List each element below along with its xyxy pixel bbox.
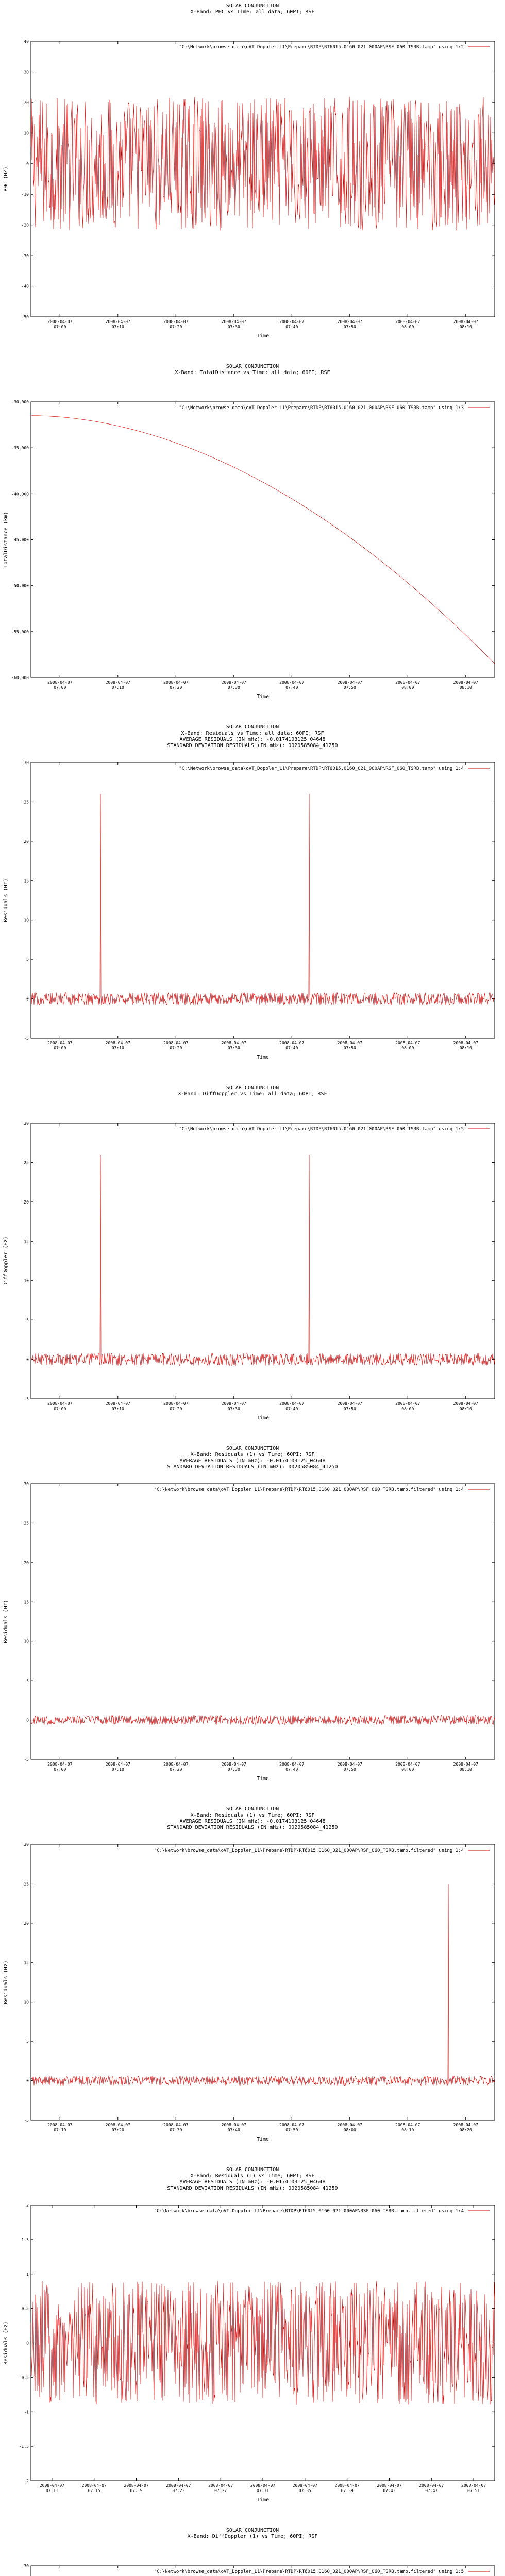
- x-tick-label: 2008-04-07: [395, 2123, 420, 2127]
- x-tick-label: 2008-04-07: [292, 2483, 317, 2488]
- x-tick-label: 07:10: [111, 685, 124, 690]
- y-tick-label: -45,000: [11, 537, 29, 543]
- x-tick-label: 07:50: [285, 2128, 298, 2132]
- x-tick-label: 2008-04-07: [337, 1041, 362, 1045]
- x-tick-label: 2008-04-07: [279, 1762, 305, 1767]
- x-tick-label: 2008-04-07: [395, 319, 420, 324]
- x-tick-label: 07:15: [88, 2488, 100, 2493]
- x-tick-label: 08:00: [401, 1767, 414, 1772]
- series-line: [31, 1715, 495, 1724]
- x-tick-label: 2008-04-07: [105, 1762, 130, 1767]
- x-tick-label: 08:10: [459, 1767, 472, 1772]
- y-tick-label: 0.5: [21, 2306, 29, 2311]
- x-axis-label: Time: [256, 694, 270, 700]
- x-tick-label: 07:40: [285, 1046, 298, 1050]
- y-tick-label: -60,000: [11, 675, 29, 680]
- x-tick-label: 07:40: [227, 2128, 240, 2132]
- chart-title: X-Band: PHC vs Time: all data; 60PI; RSF: [190, 9, 315, 15]
- x-tick-label: 07:10: [111, 1406, 124, 1411]
- chart-svg: [0, 361, 505, 721]
- x-tick-label: 2008-04-07: [47, 680, 73, 685]
- x-tick-label: 2008-04-07: [337, 2123, 362, 2127]
- x-axis-label: Time: [256, 2137, 270, 2142]
- chart-title: X-Band: Residuals (1) vs Time; 60PI; RSF: [190, 1452, 315, 1458]
- x-tick-label: 2008-04-07: [395, 680, 420, 685]
- x-tick-label: 07:50: [343, 1767, 356, 1772]
- chart-title: SOLAR CONJUNCTION: [226, 2167, 279, 2173]
- y-tick-label: 20: [24, 839, 29, 844]
- x-tick-label: 07:50: [343, 685, 356, 690]
- chart-panel: [0, 2524, 505, 2576]
- x-tick-label: 07:10: [111, 1767, 124, 1772]
- x-tick-label: 07:00: [54, 1767, 66, 1772]
- x-tick-label: 2008-04-07: [163, 1041, 189, 1045]
- chart-title: STANDARD DEVIATION RESIDUALS (IN mHz): 0020585084_41250: [167, 2185, 338, 2191]
- legend-label: "C:\Network\browse_data\oVT_Doppler_L1\Prepare\RTDP\RT6015.0160_021_000AP\RSF_060_TSRB.tamp.filtered" using 1:4: [154, 1848, 464, 1853]
- x-axis-label: Time: [256, 1415, 270, 1421]
- y-tick-label: -20: [21, 223, 29, 228]
- chart-svg: [0, 1803, 505, 2164]
- y-tick-label: 0: [26, 1718, 29, 1723]
- x-tick-label: 2008-04-07: [395, 1762, 420, 1767]
- x-tick-label: 07:20: [170, 1046, 182, 1050]
- chart-panel: [0, 1803, 505, 2164]
- x-tick-label: 07:50: [343, 1046, 356, 1050]
- x-tick-label: 2008-04-07: [47, 1041, 73, 1045]
- x-tick-label: 2008-04-07: [105, 680, 130, 685]
- x-tick-label: 2008-04-07: [337, 319, 362, 324]
- chart-title: STANDARD DEVIATION RESIDUALS (IN mHz): 0020585084_41250: [167, 743, 338, 749]
- y-tick-label: 40: [24, 39, 29, 44]
- x-tick-label: 07:47: [425, 2488, 438, 2493]
- x-tick-label: 08:00: [401, 685, 414, 690]
- x-tick-label: 07:11: [45, 2488, 58, 2493]
- x-tick-label: 07:00: [54, 1406, 66, 1411]
- x-tick-label: 2008-04-07: [163, 1401, 189, 1406]
- y-tick-label: 25: [24, 1521, 29, 1526]
- series-line: [31, 794, 495, 1005]
- y-tick-label: 0: [26, 996, 29, 1002]
- x-tick-label: 07:40: [285, 1767, 298, 1772]
- legend-label: "C:\Network\browse_data\oVT_Doppler_L1\Prepare\RTDP\RT6015.0160_021_000AP\RSF_060_TSRB.tamp" using 1:5: [179, 1127, 464, 1132]
- x-tick-label: 2008-04-07: [221, 680, 246, 685]
- x-tick-label: 07:30: [227, 685, 240, 690]
- x-tick-label: 08:00: [343, 2128, 356, 2132]
- plot-frame: [31, 2205, 495, 2481]
- x-tick-label: 2008-04-07: [39, 2483, 64, 2488]
- y-tick-label: -30,000: [11, 400, 29, 404]
- series-line: [31, 416, 495, 664]
- x-tick-label: 2008-04-07: [105, 1041, 130, 1045]
- x-tick-label: 07:30: [227, 1406, 240, 1411]
- y-tick-label: -50: [21, 315, 29, 319]
- x-tick-label: 08:00: [401, 1046, 414, 1050]
- series-line: [31, 1884, 495, 2085]
- chart-title: X-Band: Residuals (1) vs Time; 60PI; RSF: [190, 2173, 315, 2179]
- legend-label: "C:\Network\browse_data\oVT_Doppler_L1\Prepare\RTDP\RT6015.0160_021_000AP\RSF_060_TSRB.tamp" using 1:3: [179, 405, 464, 411]
- chart-svg: [0, 2164, 505, 2524]
- x-tick-label: 2008-04-07: [81, 2483, 107, 2488]
- chart-title: STANDARD DEVIATION RESIDUALS (IN mHz): 0020585084_41250: [167, 1825, 338, 1831]
- y-tick-label: 5: [26, 1318, 29, 1323]
- y-tick-label: -0.5: [19, 2375, 29, 2380]
- plot-frame: [31, 41, 495, 317]
- legend-label: "C:\Network\browse_data\oVT_Doppler_L1\Prepare\RTDP\RT6015.0160_021_000AP\RSF_060_TSRB.tamp" using 1:4: [179, 766, 464, 771]
- x-tick-label: 07:19: [130, 2488, 143, 2493]
- x-tick-label: 2008-04-07: [105, 1401, 130, 1406]
- x-tick-label: 07:50: [343, 1406, 356, 1411]
- x-tick-label: 08:00: [401, 325, 414, 329]
- chart-svg: [0, 2524, 505, 2576]
- y-tick-label: 1.5: [21, 2237, 29, 2242]
- chart-title: STANDARD DEVIATION RESIDUALS (IN mHz): 0020585084_41250: [167, 1464, 338, 1470]
- chart-panel: [0, 1082, 505, 1443]
- x-tick-label: 07:10: [111, 1046, 124, 1050]
- x-tick-label: 2008-04-07: [163, 1762, 189, 1767]
- y-tick-label: 30: [24, 70, 29, 75]
- x-tick-label: 07:43: [383, 2488, 396, 2493]
- y-tick-label: 2: [26, 2203, 29, 2208]
- y-tick-label: 15: [24, 1600, 29, 1605]
- x-axis-label: Time: [256, 1776, 270, 1782]
- x-tick-label: 07:23: [172, 2488, 185, 2493]
- y-axis-label: Residuals (Hz): [3, 878, 9, 922]
- x-tick-label: 07:30: [170, 2128, 182, 2132]
- y-tick-label: 0: [26, 161, 29, 166]
- x-tick-label: 2008-04-07: [124, 2483, 149, 2488]
- y-axis-label: Residuals (Hz): [3, 2321, 9, 2365]
- y-axis-label: DiffDoppler (Hz): [3, 1236, 9, 1286]
- x-tick-label: 08:20: [459, 2128, 472, 2132]
- legend-label: "C:\Network\browse_data\oVT_Doppler_L1\Prepare\RTDP\RT6015.0160_021_000AP\RSF_060_TSRB.tamp.filtered" using 1:4: [154, 1487, 464, 1493]
- x-tick-label: 2008-04-07: [47, 319, 73, 324]
- x-tick-label: 07:35: [298, 2488, 311, 2493]
- x-tick-label: 07:39: [341, 2488, 354, 2493]
- y-tick-label: 15: [24, 1239, 29, 1244]
- x-tick-label: 2008-04-07: [221, 1401, 246, 1406]
- y-tick-label: -50,000: [11, 583, 29, 588]
- y-tick-label: 1: [26, 2272, 29, 2277]
- x-tick-label: 08:10: [459, 325, 472, 329]
- y-axis-label: Residuals (Hz): [3, 1960, 9, 2004]
- x-tick-label: 08:00: [401, 1406, 414, 1411]
- x-tick-label: 2008-04-07: [337, 1401, 362, 1406]
- x-tick-label: 2008-04-07: [461, 2483, 486, 2488]
- x-tick-label: 2008-04-07: [163, 319, 189, 324]
- chart-svg: [0, 1443, 505, 1803]
- chart-panel: [0, 361, 505, 721]
- chart-title: AVERAGE RESIDUALS (IN mHz): -0.0174103125_04648: [179, 1819, 326, 1824]
- y-tick-label: 0: [26, 1357, 29, 1362]
- x-tick-label: 07:20: [170, 1767, 182, 1772]
- x-tick-label: 2008-04-07: [453, 319, 478, 324]
- x-tick-label: 2008-04-07: [221, 319, 246, 324]
- y-tick-label: -10: [21, 192, 29, 197]
- x-tick-label: 2008-04-07: [279, 1401, 305, 1406]
- y-tick-label: 10: [24, 1278, 29, 1283]
- series-line: [31, 97, 495, 231]
- series-line: [31, 2281, 495, 2405]
- x-tick-label: 07:40: [285, 685, 298, 690]
- legend-label: "C:\Network\browse_data\oVT_Doppler_L1\Prepare\RTDP\RT6015.0160_021_000AP\RSF_060_TSRB.tamp" using 1:2: [179, 45, 464, 50]
- x-tick-label: 07:10: [111, 325, 124, 329]
- y-tick-label: 10: [24, 131, 29, 136]
- chart-title: AVERAGE RESIDUALS (IN mHz): -0.0174103125_04648: [179, 1458, 326, 1464]
- chart-title: AVERAGE RESIDUALS (IN mHz): -0.0174103125_04648: [179, 737, 326, 742]
- chart-title: SOLAR CONJUNCTION: [226, 3, 279, 9]
- x-tick-label: 07:40: [285, 325, 298, 329]
- x-axis-label: Time: [256, 333, 270, 339]
- x-tick-label: 2008-04-07: [377, 2483, 402, 2488]
- x-tick-label: 07:00: [54, 685, 66, 690]
- y-tick-label: 0: [26, 2078, 29, 2083]
- x-tick-label: 08:10: [401, 2128, 414, 2132]
- y-tick-label: 20: [24, 1199, 29, 1205]
- chart-svg: [0, 721, 505, 1082]
- x-tick-label: 07:50: [343, 325, 356, 329]
- x-tick-label: 2008-04-07: [453, 1762, 478, 1767]
- x-tick-label: 2008-04-07: [221, 1762, 246, 1767]
- x-tick-label: 07:20: [170, 1406, 182, 1411]
- x-tick-label: 2008-04-07: [419, 2483, 444, 2488]
- y-tick-label: 30: [24, 1121, 29, 1126]
- x-tick-label: 08:10: [459, 1406, 472, 1411]
- x-tick-label: 2008-04-07: [47, 1401, 73, 1406]
- y-tick-label: 20: [24, 100, 29, 105]
- x-tick-label: 2008-04-07: [453, 1401, 478, 1406]
- y-tick-label: -5: [24, 2118, 29, 2123]
- y-tick-label: 10: [24, 1639, 29, 1644]
- chart-title: SOLAR CONJUNCTION: [226, 724, 279, 730]
- x-tick-label: 2008-04-07: [221, 1041, 246, 1045]
- x-tick-label: 07:20: [170, 325, 182, 329]
- y-tick-label: 30: [24, 1482, 29, 1486]
- x-tick-label: 2008-04-07: [395, 1041, 420, 1045]
- y-tick-label: 25: [24, 1882, 29, 1887]
- x-tick-label: 2008-04-07: [47, 1762, 73, 1767]
- chart-panel: [0, 721, 505, 1082]
- x-tick-label: 07:51: [467, 2488, 480, 2493]
- y-tick-label: 25: [24, 1160, 29, 1165]
- chart-title: X-Band: TotalDistance vs Time: all data; 60PI; RSF: [175, 370, 330, 376]
- y-tick-label: -40: [21, 284, 29, 289]
- x-axis-label: Time: [256, 1055, 270, 1060]
- x-tick-label: 2008-04-07: [395, 1401, 420, 1406]
- y-tick-label: 10: [24, 918, 29, 923]
- y-tick-label: 5: [26, 1679, 29, 1684]
- x-tick-label: 2008-04-07: [453, 680, 478, 685]
- y-tick-label: 30: [24, 760, 29, 765]
- y-tick-label: 20: [24, 1560, 29, 1565]
- x-tick-label: 2008-04-07: [337, 1762, 362, 1767]
- y-tick-label: 10: [24, 1999, 29, 2005]
- x-tick-label: 2008-04-07: [47, 2123, 73, 2127]
- x-tick-label: 07:30: [227, 325, 240, 329]
- x-tick-label: 2008-04-07: [163, 680, 189, 685]
- y-tick-label: 25: [24, 800, 29, 805]
- y-tick-label: -5: [24, 1397, 29, 1401]
- chart-title: X-Band: DiffDoppler (1) vs Time; 60PI; RSF: [187, 2534, 318, 2539]
- y-tick-label: 30: [24, 1842, 29, 1847]
- x-tick-label: 2008-04-07: [163, 2123, 189, 2127]
- chart-title: SOLAR CONJUNCTION: [226, 1806, 279, 1812]
- y-tick-label: -5: [24, 1757, 29, 1762]
- plot-frame: [31, 402, 495, 677]
- chart-title: SOLAR CONJUNCTION: [226, 364, 279, 369]
- x-tick-label: 2008-04-07: [105, 2123, 130, 2127]
- x-tick-label: 07:27: [214, 2488, 227, 2493]
- y-tick-label: 15: [24, 1960, 29, 1965]
- x-tick-label: 08:10: [459, 685, 472, 690]
- x-tick-label: 2008-04-07: [337, 680, 362, 685]
- chart-title: X-Band: Residuals vs Time: all data; 60PI; RSF: [181, 731, 324, 736]
- chart-svg: [0, 0, 505, 361]
- y-tick-label: 30: [24, 2564, 29, 2568]
- x-tick-label: 2008-04-07: [208, 2483, 233, 2488]
- x-tick-label: 2008-04-07: [453, 2123, 478, 2127]
- x-tick-label: 2008-04-07: [334, 2483, 360, 2488]
- x-tick-label: 2008-04-07: [279, 1041, 305, 1045]
- x-tick-label: 2008-04-07: [250, 2483, 276, 2488]
- x-tick-label: 08:10: [459, 1046, 472, 1050]
- y-tick-label: -35,000: [11, 446, 29, 451]
- x-tick-label: 2008-04-07: [105, 319, 130, 324]
- x-tick-label: 07:20: [111, 2128, 124, 2132]
- chart-title: X-Band: Residuals (1) vs Time; 60PI; RSF: [190, 1812, 315, 1818]
- series-line: [31, 1155, 495, 1366]
- chart-title: SOLAR CONJUNCTION: [226, 1446, 279, 1451]
- chart-panel: [0, 1443, 505, 1803]
- x-tick-label: 2008-04-07: [453, 1041, 478, 1045]
- y-axis-label: Residuals (Hz): [3, 1600, 9, 1643]
- y-axis-label: PHC (HZ): [3, 166, 9, 192]
- chart-panel: [0, 2164, 505, 2524]
- x-tick-label: 07:31: [256, 2488, 270, 2493]
- y-axis-label: TotalDistance (km): [3, 512, 9, 568]
- y-tick-label: -2: [24, 2479, 29, 2483]
- y-tick-label: 0: [26, 2341, 29, 2346]
- chart-panel: [0, 0, 505, 361]
- x-tick-label: 07:30: [227, 1767, 240, 1772]
- y-tick-label: 5: [26, 957, 29, 962]
- chart-title: AVERAGE RESIDUALS (IN mHz): -0.0174103125_04648: [179, 2179, 326, 2185]
- y-tick-label: -5: [24, 1036, 29, 1041]
- y-tick-label: -40,000: [11, 492, 29, 497]
- chart-svg: [0, 1082, 505, 1443]
- chart-title: SOLAR CONJUNCTION: [226, 2528, 279, 2533]
- legend-label: "C:\Network\browse_data\oVT_Doppler_L1\Prepare\RTDP\RT6015.0160_021_000AP\RSF_060_TSRB.tamp.filtered" using 1:4: [154, 2209, 464, 2214]
- chart-title: SOLAR CONJUNCTION: [226, 1085, 279, 1091]
- y-tick-label: 5: [26, 2039, 29, 2044]
- x-tick-label: 2008-04-07: [279, 319, 305, 324]
- x-axis-label: Time: [256, 2497, 270, 2503]
- y-tick-label: -1.5: [19, 2444, 29, 2449]
- x-tick-label: 2008-04-07: [279, 2123, 305, 2127]
- x-tick-label: 07:20: [170, 685, 182, 690]
- x-tick-label: 07:00: [54, 325, 66, 329]
- y-tick-label: -55,000: [11, 629, 29, 634]
- x-tick-label: 2008-04-07: [166, 2483, 191, 2488]
- x-tick-label: 07:00: [54, 1046, 66, 1050]
- chart-title: X-Band: DiffDoppler vs Time: all data; 60PI; RSF: [178, 1091, 327, 1097]
- x-tick-label: 07:10: [54, 2128, 66, 2132]
- x-tick-label: 07:40: [285, 1406, 298, 1411]
- x-tick-label: 07:30: [227, 1046, 240, 1050]
- x-tick-label: 2008-04-07: [279, 680, 305, 685]
- legend-label: "C:\Network\browse_data\oVT_Doppler_L1\Prepare\RTDP\RT6015.0160_021_000AP\RSF_060_TSRB.tamp.filtered" using 1:5: [154, 2569, 464, 2574]
- y-tick-label: -30: [21, 253, 29, 259]
- y-tick-label: 20: [24, 1921, 29, 1926]
- y-tick-label: 15: [24, 878, 29, 884]
- y-tick-label: -1: [24, 2410, 29, 2415]
- x-tick-label: 2008-04-07: [221, 2123, 246, 2127]
